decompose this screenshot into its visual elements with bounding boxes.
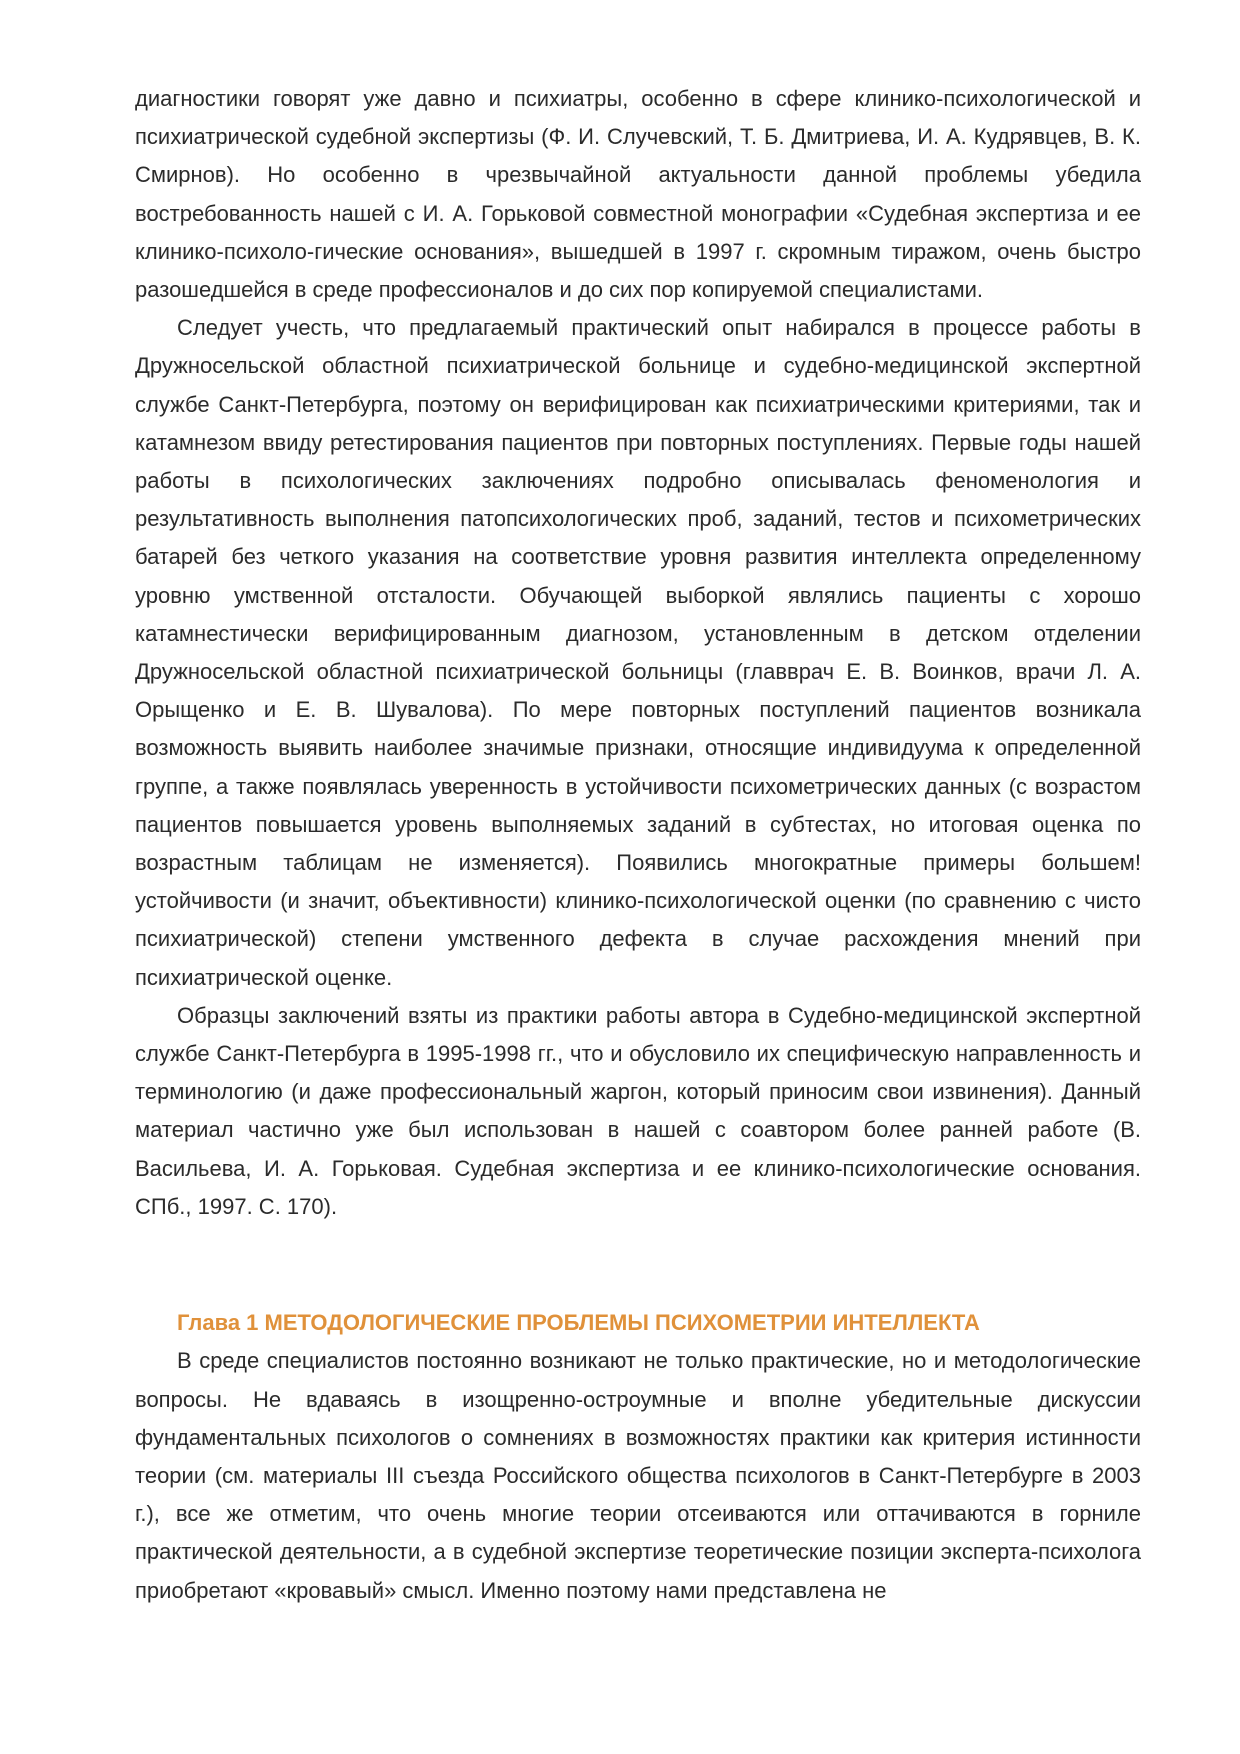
paragraph-samples: Образцы заключений взяты из практики работы автора в Судебно-медицинской экспертной службе Санкт-Петербурга в 1995-1998 гг., что и обусловило их специфическую направленность и терминологию (и даже профессиональный жаргон, который приносим свои извинения). Данный материал частично уже был использован в нашей с соавтором более ранней работе (В. Васильева, И. А. Горьковая. Судебная экспертиза и ее клинико-психологические основания. СПб., 1997. С. 170). xyxy=(135,1002,1141,1219)
paragraph-continuation: диагностики говорят уже давно и психиатры, особенно в сфере клинико-психологической и психиатрической судебной экспертизы (Ф. И. Случевский, Т. Б. Дмитриева, И. А. Кудрявцев, В. К. Смирнов). Но особенно в чрезвычайной актуальности данной проблемы убедила востребованность нашей с И. А. Горьковой совместной монографии «Судебная экспертиза и ее клинико-психоло-гические основания», вышедшей в 1997 г. скромным тиражом, очень быстро разошедшейся в среде профессионалов и до сих пор копируемой специалистами. xyxy=(135,86,1141,303)
paragraph-practical-experience: Следует учесть, что предлагаемый практический опыт набирался в процессе работы в Дружносельской областной психиатрической больнице и судебно-медицинской экспертной службе Санкт-Петербурга, поэтому он верифицирован как психиатрическими критериями, так и катамнезом ввиду ретестирования пациентов при повторных поступлениях. Первые годы нашей работы в психологических заключениях подробно описывалась феноменология и результативность выполнения патопсихологических проб, заданий, тестов и психометрических батарей без четкого указания на соответствие уровня развития интеллекта определенному уровню умственной отсталости. Обучающей выборкой являлись пациенты с хорошо катамнестически верифицированным диагнозом, установленным в детском отделении Дружносельской областной психиатрической больницы (главврач Е. В. Воинков, врачи Л. А. Орыщенко и Е. В. Шувалова). По мере повторных поступлений пациентов возникала возможность выявить наиболее значимые признаки, относящие индивидуума к определенной группе, а также появлялась уверенность в устойчивости психометрических данных (с возрастом пациентов повышается уровень выполняемых заданий в субтестах, но итоговая оценка по возрастным таблицам не изменяется). Появились многократные примеры большем! устойчивости (и значит, объективности) клинико-психологической оценки (по сравнению с чисто психиатрической) степени умственного дефекта в случае расхождения мнений при психиатрической оценке. xyxy=(135,315,1141,990)
document-page xyxy=(135,80,1141,1610)
chapter-title: Глава 1 МЕТОДОЛОГИЧЕСКИЕ ПРОБЛЕМЫ ПСИХОМЕТРИИ ИНТЕЛЛЕКТА xyxy=(177,1310,980,1336)
paragraph-chapter-intro: В среде специалистов постоянно возникают не только практические, но и методологические вопросы. Не вдаваясь в изощренно-остроумные и вполне убедительные дискуссии фундаментальных психологов о сомнениях в возможностях практики как критерия истинности теории (см. материалы III съезда Российского общества психологов в Санкт-Петербурге в 2003 г.), все же отметим, что очень многие теории отсеиваются или оттачиваются в горниле практической деятельности, а в судебной экспертизе теоретические позиции эксперта-психолога приобретают «кровавый» смысл. Именно поэтому нами представлена не xyxy=(135,1348,1141,1603)
